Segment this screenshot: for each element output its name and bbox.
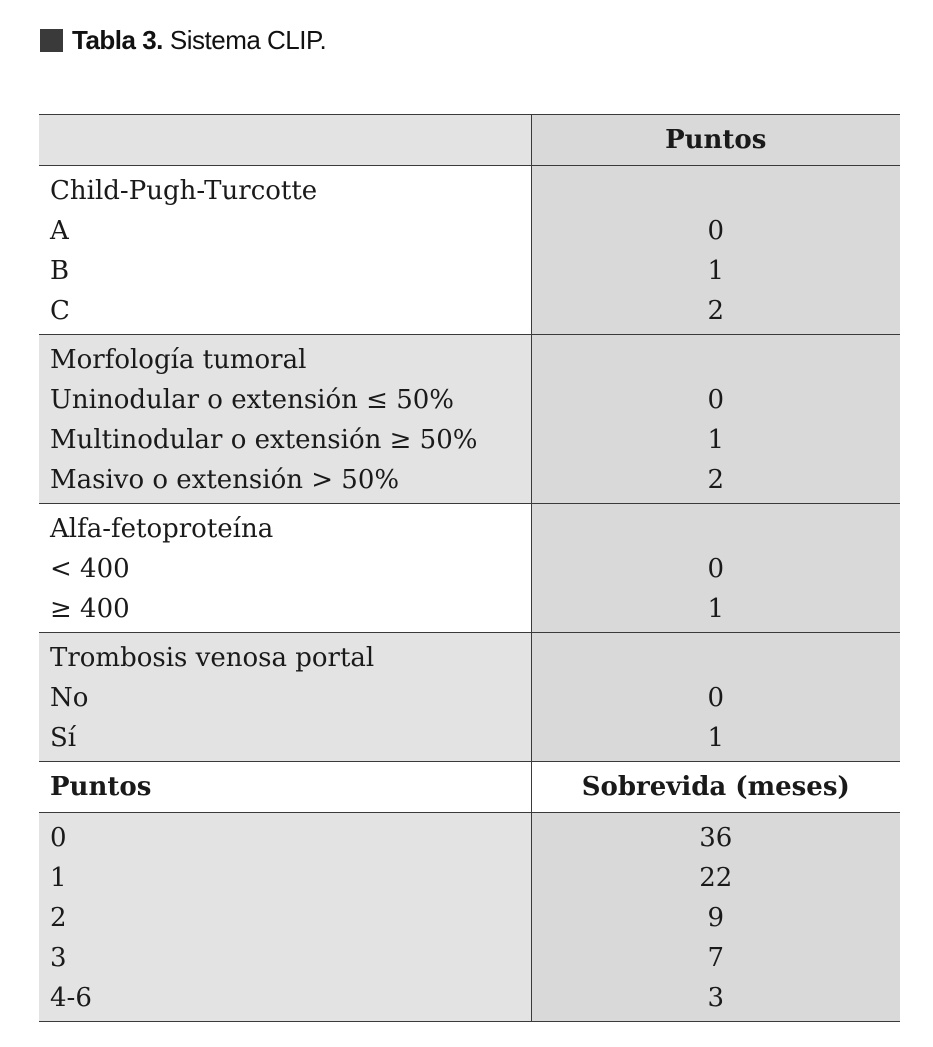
row-value: 1 <box>707 723 725 753</box>
survival-months: 9 <box>707 903 725 933</box>
row-label: B <box>50 256 70 286</box>
row-label: Masivo o extensión > 50% <box>50 465 400 495</box>
survival-months: 3 <box>707 983 725 1013</box>
row-value: 0 <box>707 683 725 713</box>
group-title: Trombosis venosa portal <box>50 643 375 673</box>
survival-points: 4-6 <box>50 983 92 1013</box>
group-title: Alfa-fetoproteína <box>50 514 274 544</box>
survival-points: 3 <box>50 943 67 973</box>
row-label: C <box>50 296 70 326</box>
row-label: A <box>50 216 69 246</box>
caption-label: Tabla 3. <box>72 24 163 55</box>
survival-header-months: Sobrevida (meses) <box>531 762 900 813</box>
survival-months: 7 <box>707 943 725 973</box>
group-title: Child-Pugh-Turcotte <box>50 176 318 206</box>
survival-months: 36 <box>699 823 733 853</box>
row-value: 1 <box>707 594 725 624</box>
table-header-row <box>39 115 900 166</box>
clip-table <box>39 114 900 1022</box>
group-morfologia <box>39 335 900 504</box>
survival-header-row <box>39 762 900 813</box>
row-value: 1 <box>707 425 725 455</box>
row-value: 2 <box>707 465 725 495</box>
survival-header-points: Puntos <box>39 762 531 813</box>
row-value: 1 <box>707 256 725 286</box>
caption-square-icon <box>40 29 63 52</box>
row-label: < 400 <box>50 554 130 584</box>
survival-months: 22 <box>699 863 733 893</box>
group-trombosis <box>39 633 900 762</box>
group-alfa-fetoproteina <box>39 504 900 633</box>
row-label: ≥ 400 <box>50 594 130 624</box>
row-label: No <box>50 683 89 713</box>
row-label: Sí <box>50 723 77 753</box>
header-cell-criteria <box>39 115 531 166</box>
row-value: 0 <box>707 385 725 415</box>
survival-points: 2 <box>50 903 67 933</box>
table-caption <box>40 22 326 58</box>
caption-title: Sistema CLIP. <box>169 24 327 55</box>
row-value: 0 <box>707 554 725 584</box>
survival-rows <box>39 813 900 1022</box>
row-value: 0 <box>707 216 725 246</box>
row-label: Uninodular o extensión ≤ 50% <box>50 385 454 415</box>
group-title: Morfología tumoral <box>50 345 307 375</box>
survival-points: 0 <box>50 823 67 853</box>
survival-points: 1 <box>50 863 67 893</box>
header-cell-points: Puntos <box>531 115 900 166</box>
group-child-pugh <box>39 166 900 335</box>
row-label: Multinodular o extensión ≥ 50% <box>50 425 478 455</box>
row-value: 2 <box>707 296 725 326</box>
